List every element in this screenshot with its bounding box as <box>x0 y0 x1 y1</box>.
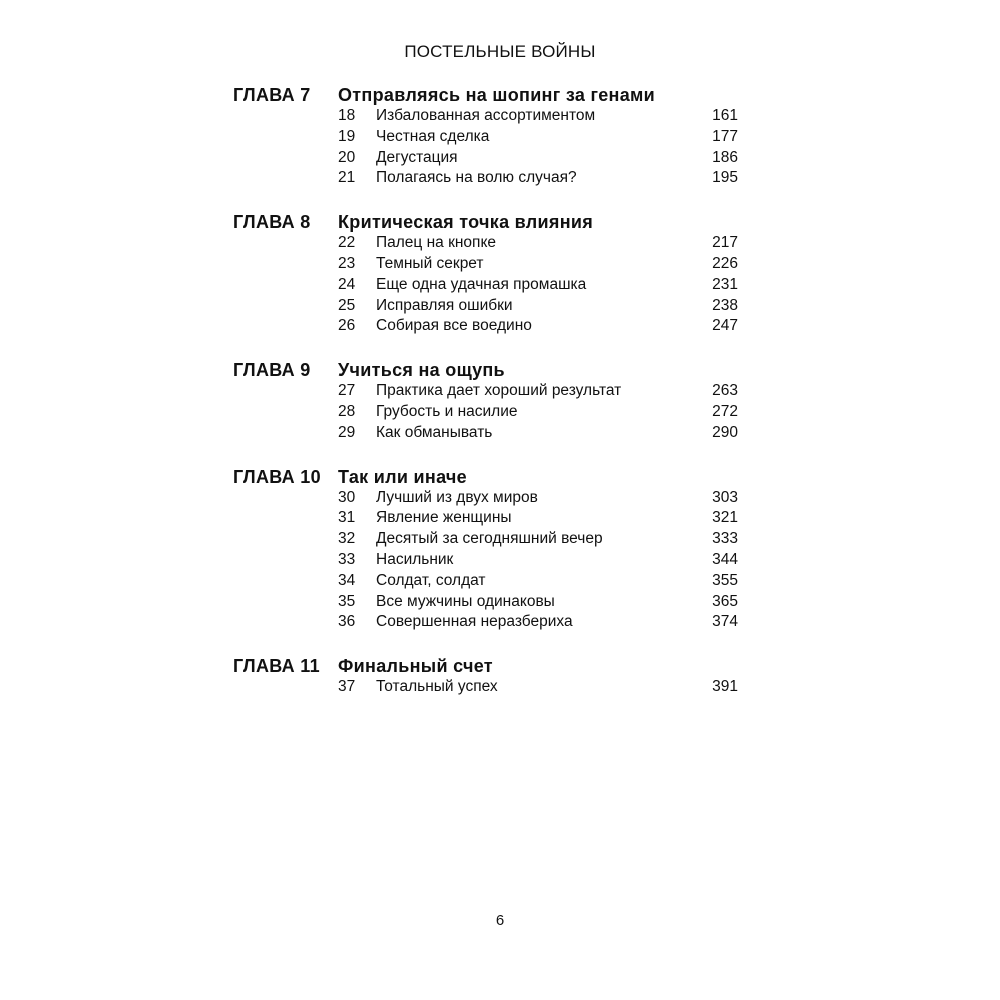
chapter-title: Критическая точка влияния <box>338 212 594 233</box>
entry-page: 247 <box>712 317 738 335</box>
table-of-contents <box>233 84 738 720</box>
chapter-heading <box>233 211 738 233</box>
entry-title: Избалованная ассортиментом <box>376 107 596 124</box>
chapter-11 <box>233 655 738 698</box>
entry-title: Дегустация <box>376 148 458 166</box>
toc-entry <box>233 550 738 571</box>
chapter-label: ГЛАВА 11 <box>233 656 320 677</box>
toc-entry <box>233 254 738 275</box>
entry-page: 161 <box>712 107 738 124</box>
entry-page: 355 <box>712 571 738 589</box>
toc-entry <box>233 508 738 529</box>
toc-entry <box>233 275 738 296</box>
chapter-label: ГЛАВА 10 <box>233 466 321 487</box>
toc-entry <box>233 488 738 509</box>
entry-title: Как обманывать <box>376 423 493 441</box>
chapter-heading <box>233 466 738 488</box>
entry-title: Палец на кнопке <box>376 234 497 252</box>
entry-page: 226 <box>712 254 738 272</box>
chapter-heading <box>233 84 738 106</box>
entry-number: 31 <box>338 509 356 527</box>
entry-page: 303 <box>712 488 738 506</box>
entry-number: 27 <box>338 382 356 400</box>
entry-number: 25 <box>338 296 356 314</box>
chapter-8 <box>233 211 738 337</box>
toc-entry <box>233 148 738 169</box>
toc-entry <box>233 402 738 423</box>
entry-title: Насильник <box>376 550 454 568</box>
chapter-heading <box>233 359 738 381</box>
chapter-9 <box>233 359 738 443</box>
toc-entry <box>233 381 738 402</box>
toc-entry <box>233 571 738 592</box>
entry-title: Совершенная неразбериха <box>376 613 573 631</box>
entry-title: Темный секрет <box>376 254 484 272</box>
toc-entry <box>233 296 738 317</box>
entry-title: Явление женщины <box>376 509 512 527</box>
chapter-title: Учиться на ощупь <box>338 360 505 381</box>
entry-number: 35 <box>338 592 356 610</box>
entry-number: 20 <box>338 148 356 166</box>
entry-page: 177 <box>712 127 738 145</box>
entry-number: 24 <box>338 275 356 293</box>
toc-entry <box>233 106 738 127</box>
entry-number: 30 <box>338 488 356 506</box>
toc-entry <box>233 127 738 148</box>
entry-title: Исправляя ошибки <box>376 296 513 314</box>
entry-page: 365 <box>712 592 738 610</box>
chapter-heading <box>233 655 738 677</box>
entry-page: 344 <box>712 550 738 568</box>
toc-entry <box>233 233 738 254</box>
entry-number: 18 <box>338 107 356 124</box>
entry-title: Практика дает хороший результат <box>376 382 622 400</box>
entry-title: Грубость и насилие <box>376 402 518 420</box>
entry-number: 29 <box>338 423 356 441</box>
page-number: 6 <box>495 912 505 929</box>
chapter-label: ГЛАВА 7 <box>233 85 311 105</box>
entry-number: 33 <box>338 550 356 568</box>
entry-number: 28 <box>338 402 356 420</box>
entry-page: 290 <box>712 423 738 441</box>
entry-title: Собирая все воедино <box>376 317 532 335</box>
entry-page: 195 <box>712 169 738 187</box>
chapter-title: Так или иначе <box>338 466 467 487</box>
toc-entry <box>233 529 738 550</box>
toc-entry <box>233 677 738 698</box>
entry-number: 26 <box>338 317 356 335</box>
toc-entry <box>233 316 738 337</box>
running-head: ПОСТЕЛЬНЫЕ ВОЙНЫ <box>404 42 596 61</box>
chapter-title: Финальный счет <box>338 656 493 677</box>
entry-number: 21 <box>338 169 356 187</box>
toc-entry <box>233 612 738 633</box>
entry-page: 374 <box>712 613 738 631</box>
entry-number: 37 <box>338 678 356 696</box>
entry-page: 217 <box>712 234 738 252</box>
entry-number: 34 <box>338 571 356 589</box>
entry-title: Полагаясь на волю случая? <box>376 169 577 187</box>
entry-title: Честная сделка <box>376 127 490 145</box>
entry-page: 391 <box>712 678 738 696</box>
entry-title: Тотальный успех <box>376 678 498 696</box>
chapter-label: ГЛАВА 8 <box>233 212 311 233</box>
entry-number: 32 <box>338 530 356 548</box>
entry-number: 19 <box>338 127 356 145</box>
chapter-label: ГЛАВА 9 <box>233 360 311 381</box>
chapter-10 <box>233 466 738 634</box>
entry-title: Десятый за сегодняшний вечер <box>376 530 603 548</box>
entry-number: 36 <box>338 613 356 631</box>
chapter-title: Отправляясь на шопинг за генами <box>338 85 656 105</box>
entry-title: Лучший из двух миров <box>376 488 538 506</box>
chapter-7 <box>233 84 738 189</box>
toc-entry <box>233 592 738 613</box>
entry-page: 238 <box>712 296 738 314</box>
entry-title: Еще одна удачная промашка <box>376 275 587 293</box>
entry-number: 23 <box>338 254 356 272</box>
entry-title: Солдат, солдат <box>376 571 486 589</box>
entry-page: 272 <box>712 402 738 420</box>
entry-page: 321 <box>712 509 738 527</box>
entry-title: Все мужчины одинаковы <box>376 592 555 610</box>
entry-number: 22 <box>338 234 356 252</box>
toc-entry <box>233 168 738 189</box>
entry-page: 231 <box>712 275 738 293</box>
entry-page: 263 <box>712 382 738 400</box>
entry-page: 333 <box>712 530 738 548</box>
toc-entry <box>233 423 738 444</box>
entry-page: 186 <box>712 148 738 166</box>
